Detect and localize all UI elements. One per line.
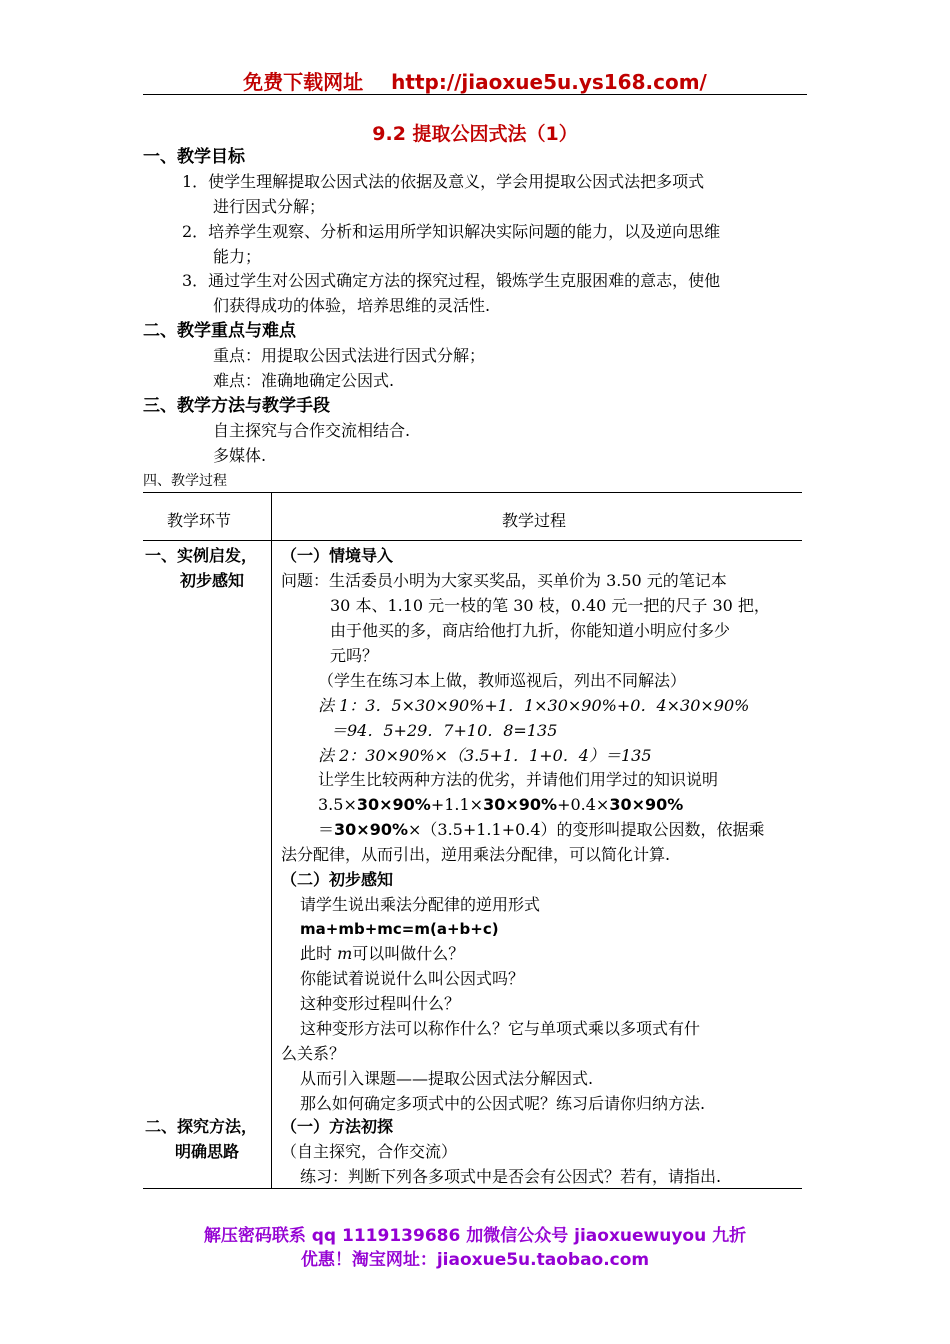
footer-line-1: 解压密码联系 qq 1119139686 加微信公众号 jiaoxuewuyou 九折: [203, 1226, 747, 1246]
footer-line-2: 优惠！淘宝网址：jiaoxue5u.taobao.com: [300, 1250, 650, 1270]
question-2: 你能试着说说什么叫公因式吗？: [300, 969, 525, 988]
explore-note: （自主探究，合作交流）: [281, 1142, 458, 1161]
method-1: 自主探究与合作交流相结合.: [213, 421, 411, 440]
objective-3b: 们获得成功的体验，培养思维的灵活性.: [213, 296, 491, 315]
page-title: 9.2 提取公因式法（1）: [372, 123, 578, 145]
table-column-divider: [271, 492, 272, 1188]
expr-part: ×（3.5+1.1+0.4）的变形叫提取公因数，依据乘: [407, 820, 765, 839]
section-methods: 三、教学方法与教学手段: [143, 396, 330, 416]
table-top-border: [143, 492, 802, 493]
table-header-stage: 教学环节: [167, 511, 232, 530]
stage-2-line1: 二、探究方法，: [145, 1117, 258, 1136]
expr-part: +1.1×: [430, 795, 484, 814]
subsection-perception: （二）初步感知: [281, 870, 394, 889]
expr-part: +0.4×: [557, 795, 610, 814]
question-text: 此时: [300, 944, 338, 963]
topic-intro: 从而引入课题——提取公因式法分解因式.: [300, 1069, 594, 1088]
question-1: [300, 943, 464, 965]
exercise-prompt: 练习：判断下列各多项式中是否会有公因式？若有，请指出.: [300, 1167, 722, 1186]
method-2-formula: 法 2：30×90%×（3.5+1．1+0．4）＝135: [318, 746, 652, 765]
stage-2-line2: 明确思路: [175, 1142, 240, 1161]
header-label: 免费下载网址: [243, 70, 364, 94]
question-text: 可以叫做什么？: [352, 944, 465, 963]
table-header-border: [143, 540, 802, 541]
stage-1-line2: 初步感知: [180, 571, 245, 590]
stage-1-line1: 一、实例启发，: [145, 546, 258, 565]
objective-1a: 1．使学生理解提取公因式法的依据及意义，学会用提取公因式法把多项式: [182, 172, 705, 191]
table-header-process: 教学过程: [502, 511, 567, 530]
factor-result: [318, 819, 765, 841]
objective-2b: 能力；: [213, 247, 262, 266]
section-process: 四、教学过程: [143, 473, 227, 489]
header-url[interactable]: http://jiaoxue5u.ys168.com/: [391, 70, 707, 94]
expr-part: ＝: [318, 820, 335, 839]
variable-m: m: [337, 944, 353, 963]
method-2: 多媒体.: [213, 446, 267, 465]
question-3: 这种变形过程叫什么？: [300, 994, 461, 1013]
common-factor: 30×90%: [483, 795, 558, 814]
method-1-result: ＝94．5+29．7+10．8=135: [331, 721, 558, 740]
common-factor: 30×90%: [334, 820, 408, 839]
difficult-point: 难点：准确地确定公因式.: [213, 371, 395, 390]
section-key-points: 二、教学重点与难点: [143, 321, 296, 341]
objective-1b: 进行因式分解；: [213, 197, 326, 216]
table-bottom-border: [143, 1188, 802, 1189]
compare-prompt: 让学生比较两种方法的优劣，并请他们用学过的知识说明: [318, 770, 719, 789]
problem-line-4: 元吗？: [330, 646, 379, 665]
objective-3a: 3．通过学生对公因式确定方法的探究过程，锻炼学生克服困难的意志，使他: [182, 271, 721, 290]
method-question: 那么如何确定多项式中的公因式呢？练习后请你归纳方法.: [300, 1094, 706, 1113]
perception-prompt: 请学生说出乘法分配律的逆用形式: [300, 895, 541, 914]
problem-line-2: 30 本、1.10 元一枝的笔 30 枝，0.40 元一把的尺子 30 把，: [330, 596, 770, 615]
distributive-formula: ma+mb+mc=m(a+b+c): [300, 920, 499, 938]
key-point: 重点：用提取公因式法进行因式分解；: [213, 346, 486, 365]
header-rule: [143, 94, 807, 95]
distributive-note: 法分配律，从而引出，逆用乘法分配律，可以简化计算.: [281, 845, 671, 864]
problem-line-1: 问题：生活委员小明为大家买奖品，买单价为 3.50 元的笔记本: [281, 571, 727, 590]
question-4b: 么关系？: [281, 1044, 346, 1063]
objective-2a: 2．培养学生观察、分析和运用所学知识解决实际问题的能力，以及逆向思维: [182, 222, 721, 241]
subsection-intro: （一）情境导入: [281, 546, 394, 565]
factor-expression: [318, 794, 683, 816]
subsection-explore: （一）方法初探: [281, 1117, 394, 1136]
section-objectives: 一、教学目标: [143, 147, 245, 167]
question-4a: 这种变形方法可以称作什么？它与单项式乘以多项式有什: [300, 1019, 701, 1038]
expr-part: 3.5×: [318, 795, 357, 814]
download-header: [143, 66, 807, 95]
common-factor: 30×90%: [356, 795, 431, 814]
student-note: （学生在练习本上做，教师巡视后，列出不同解法）: [318, 671, 687, 690]
problem-line-3: 由于他买的多，商店给他打九折，你能知道小明应付多少: [330, 621, 731, 640]
method-1-formula: 法 1：3．5×30×90%+1．1×30×90%+0．4×30×90%: [318, 696, 750, 715]
common-factor: 30×90%: [609, 795, 684, 814]
